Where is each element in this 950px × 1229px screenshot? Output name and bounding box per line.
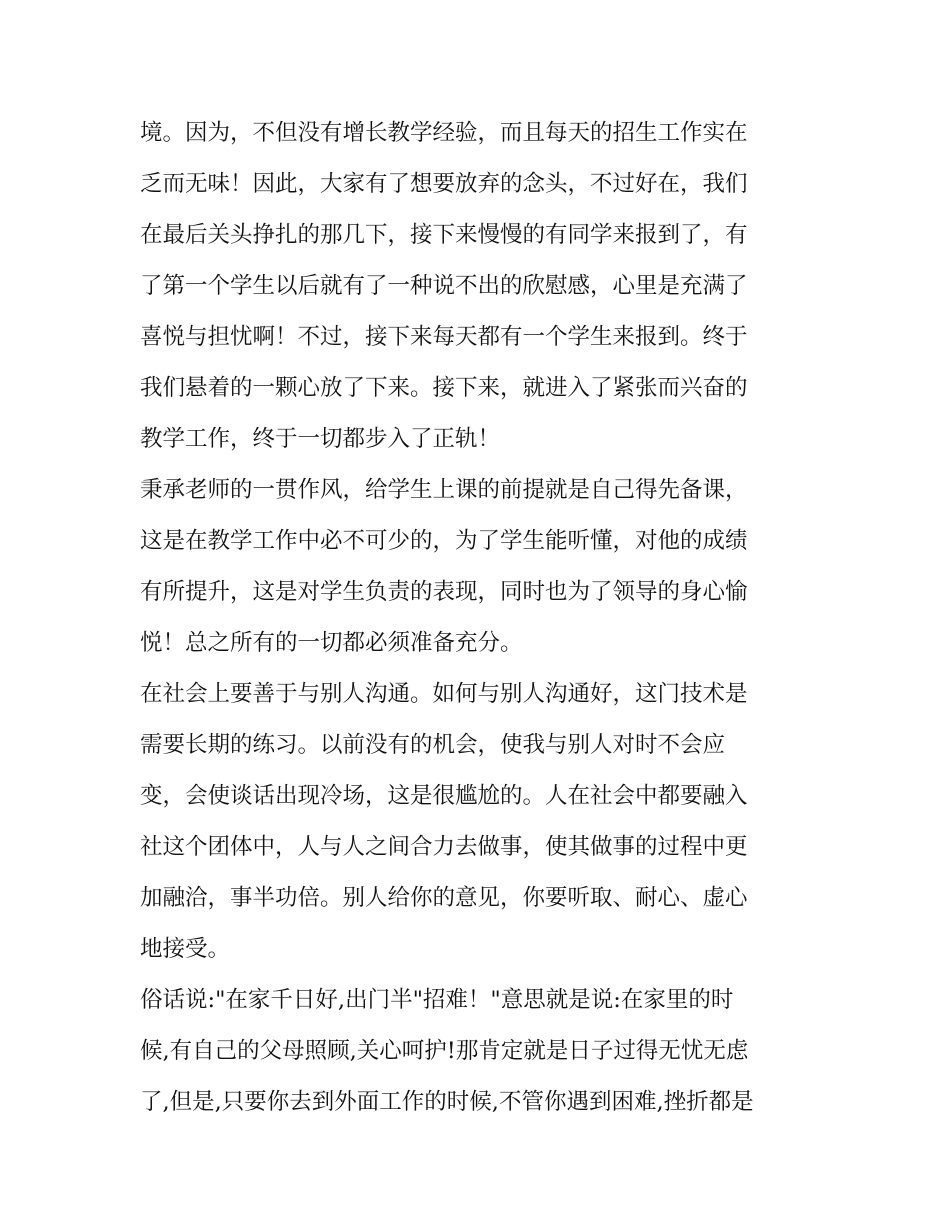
text-line: 俗话说:"在家千日好,出门半"招难！"意思就是说:在家里的时: [140, 987, 734, 1013]
text-line: 我们悬着的一颗心放了下来。接下来，就进入了紧张而兴奋的: [140, 375, 748, 401]
text-line: 社这个团体中，人与人之间合力去做事，使其做事的过程中更: [140, 834, 748, 860]
text-line: 这是在教学工作中必不可少的，为了学生能听懂，对他的成绩: [140, 528, 748, 554]
text-line: 悦！总之所有的一切都必须准备充分。: [140, 630, 523, 656]
document-body-text: [140, 108, 820, 1128]
text-line: 乏而无味！因此，大家有了想要放弃的念头，不过好在，我们: [140, 171, 748, 197]
text-line: 有所提升，这是对学生负责的表现，同时也为了领导的身心愉: [140, 579, 748, 605]
text-line: 了第一个学生以后就有了一种说不出的欣慰感，心里是充满了: [140, 273, 748, 299]
text-line: 教学工作，终于一切都步入了正轨！: [140, 426, 501, 452]
text-line: 加融洽，事半功倍。别人给你的意见，你要听取、耐心、虚心: [140, 885, 748, 911]
text-line: 境。因为，不但没有增长教学经验，而且每天的招生工作实在: [140, 120, 748, 146]
text-line: 了,但是,只要你去到外面工作的时候,不管你遇到困难,挫折都是: [140, 1089, 754, 1115]
text-line: 在社会上要善于与别人沟通。如何与别人沟通好，这门技术是: [140, 681, 748, 707]
text-line: 在最后关头挣扎的那几下，接下来慢慢的有同学来报到了，有: [140, 222, 748, 248]
text-line: 喜悦与担忧啊！不过，接下来每天都有一个学生来报到。终于: [140, 324, 748, 350]
text-line: 地接受。: [140, 936, 231, 962]
text-line: 需要长期的练习。以前没有的机会，使我与别人对时不会应: [140, 732, 726, 758]
text-line: 变，会使谈话出现冷场，这是很尴尬的。人在社会中都要融入: [140, 783, 748, 809]
text-line: 秉承老师的一贯作风，给学生上课的前提就是自己得先备课，: [140, 477, 748, 503]
text-line: 候,有自己的父母照顾,关心呵护!那肯定就是日子过得无忧无虑: [140, 1038, 749, 1064]
